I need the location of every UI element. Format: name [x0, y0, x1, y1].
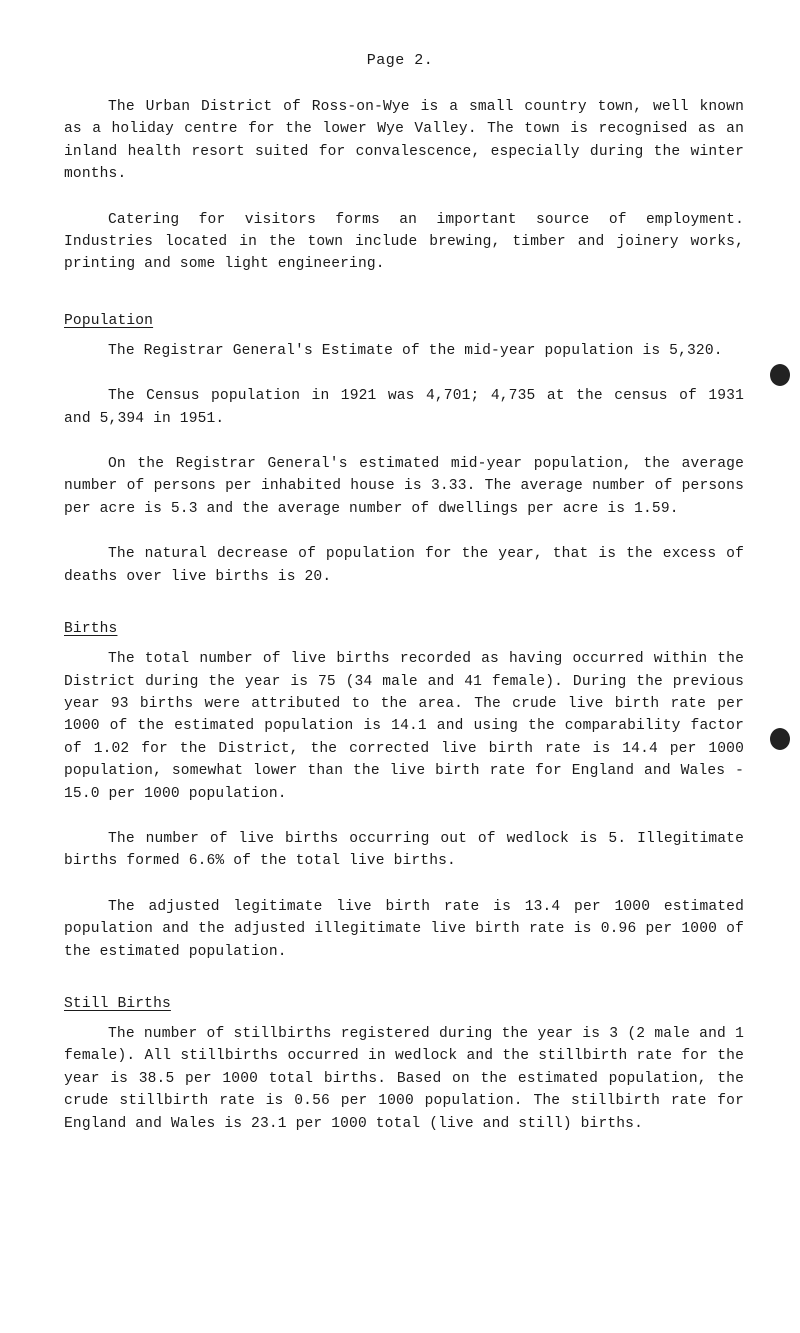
births-paragraph: The number of live births occurring out of wedlock is 5. Illegitimate births formed 6.6% of the total live births. [64, 830, 744, 870]
births-paragraph: The adjusted legitimate live birth rate is 13.4 per 1000 estimated population and the adjusted illegitimate live birth rate is 0.96 per 1000 of the estimated population. [64, 898, 744, 960]
binder-hole-mark [770, 364, 790, 386]
births-paragraph: The total number of live births recorded as having occurred within the District during the year is 75 (34 male and 41 female). During the previous year 93 births were attributed to the area. The crude live birth rate per 1000 of the estimated population is 14.1 and using the comparability factor of 1.02 for the District, the corrected live birth rate is 14.4 per 1000 population, somewhat lower than the live birth rate for England and Wales - 15.0 per 1000 population. [64, 651, 744, 802]
section-heading-births: Births [64, 621, 118, 638]
intro-section [64, 96, 744, 276]
still-births-paragraph: The number of stillbirths registered during the year is 3 (2 male and 1 female). All stillbirths occurred in wedlock and the stillbirth rate for the year is 38.5 per 1000 total births. Based on the estimated population, the crude stillbirth rate is 0.56 per 1000 population. The stillbirth rate for England and Wales is 23.1 per 1000 total (live and still) births. [64, 1025, 744, 1132]
intro-paragraph: Catering for visitors forms an important source of employment. Industries located in the town include brewing, timber and joinery works, printing and some light engineering. [64, 211, 744, 273]
population-paragraph: The Registrar General's Estimate of the mid-year population is 5,320. [108, 342, 723, 359]
page-number: Page 2. [366, 52, 434, 69]
population-paragraph: The Census population in 1921 was 4,701; 4,735 at the census of 1931 and 5,394 in 1951. [64, 388, 744, 427]
still-births-section [64, 993, 744, 1135]
document-body [64, 96, 744, 1135]
section-heading-population: Population [64, 312, 154, 329]
population-paragraph: On the Registrar General's estimated mid-year population, the average number of persons per inhabited house is 3.33. The average number of persons per acre is 5.3 and the average number of dwellings per acre is 1.59. [64, 456, 744, 517]
population-section [64, 310, 744, 588]
births-section [64, 618, 744, 963]
section-heading-still-births: Still Births [64, 995, 171, 1012]
intro-paragraph: The Urban District of Ross-on-Wye is a small country town, well known as a holiday centre for the lower Wye Valley. The town is recognised as an inland health resort suited for convalescence, especially during the winter months. [64, 99, 744, 183]
population-paragraph: The natural decrease of population for the year, that is the excess of deaths over live births is 20. [64, 546, 744, 585]
binder-hole-mark [770, 728, 790, 750]
